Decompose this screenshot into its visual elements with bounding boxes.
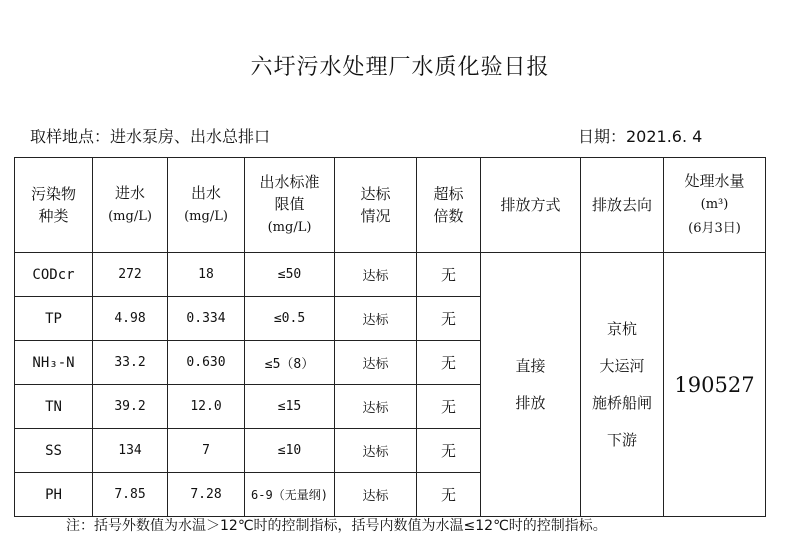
header-limit: 出水标准 限值 (mg/L) xyxy=(245,158,335,253)
discharge-method-cell: 直接 排放 xyxy=(481,253,581,517)
limit-cell: ≤0.5 xyxy=(245,297,335,341)
pollutant-cell: PH xyxy=(15,473,93,517)
status-cell: 达标 xyxy=(335,429,417,473)
effluent-cell: 18 xyxy=(168,253,245,297)
effluent-cell: 0.334 xyxy=(168,297,245,341)
influent-cell: 39.2 xyxy=(93,385,168,429)
status-cell: 达标 xyxy=(335,385,417,429)
pollutant-cell: CODcr xyxy=(15,253,93,297)
sampling-location: 取样地点：进水泵房、出水总排口 xyxy=(30,127,271,146)
discharge-destination-cell: 京杭 大运河 施桥船闸 下游 xyxy=(581,253,664,517)
effluent-cell: 7.28 xyxy=(168,473,245,517)
exceed-times-cell: 无 xyxy=(417,473,481,517)
effluent-cell: 7 xyxy=(168,429,245,473)
exceed-times-cell: 无 xyxy=(417,385,481,429)
effluent-cell: 12.0 xyxy=(168,385,245,429)
exceed-times-cell: 无 xyxy=(417,429,481,473)
treated-volume-cell: 190527 xyxy=(664,253,766,517)
pollutant-cell: TN xyxy=(15,385,93,429)
report-title: 六圩污水处理厂水质化验日报 xyxy=(250,55,550,80)
water-quality-table xyxy=(14,157,766,517)
footnote: 注：括号外数值为水温＞12℃时的控制指标，括号内数值为水温≤12℃时的控制指标。 xyxy=(66,518,607,534)
influent-cell: 33.2 xyxy=(93,341,168,385)
status-cell: 达标 xyxy=(335,297,417,341)
influent-cell: 4.98 xyxy=(93,297,168,341)
header-compliance: 达标 情况 xyxy=(335,158,417,253)
header-discharge-method: 排放方式 xyxy=(481,158,581,253)
report-date: 日期：2021.6. 4 xyxy=(578,127,703,146)
header-influent: 进水 (mg/L) xyxy=(93,158,168,253)
header-pollutant: 污染物 种类 xyxy=(15,158,93,253)
status-cell: 达标 xyxy=(335,341,417,385)
status-cell: 达标 xyxy=(335,473,417,517)
pollutant-cell: NH₃-N xyxy=(15,341,93,385)
exceed-times-cell: 无 xyxy=(417,253,481,297)
influent-cell: 272 xyxy=(93,253,168,297)
exceed-times-cell: 无 xyxy=(417,341,481,385)
limit-cell: ≤5（8） xyxy=(245,341,335,385)
header-volume: 处理水量 (m³) (6月3日) xyxy=(664,158,766,253)
influent-cell: 134 xyxy=(93,429,168,473)
header-effluent: 出水 (mg/L) xyxy=(168,158,245,253)
exceed-times-cell: 无 xyxy=(417,297,481,341)
pollutant-cell: SS xyxy=(15,429,93,473)
limit-cell: ≤10 xyxy=(245,429,335,473)
limit-cell: 6-9（无量纲) xyxy=(245,473,335,517)
effluent-cell: 0.630 xyxy=(168,341,245,385)
limit-cell: ≤15 xyxy=(245,385,335,429)
influent-cell: 7.85 xyxy=(93,473,168,517)
table-row xyxy=(15,253,766,297)
limit-cell: ≤50 xyxy=(245,253,335,297)
table-header-row xyxy=(15,158,766,253)
status-cell: 达标 xyxy=(335,253,417,297)
header-discharge-destination: 排放去向 xyxy=(581,158,664,253)
pollutant-cell: TP xyxy=(15,297,93,341)
header-exceed-times: 超标 倍数 xyxy=(417,158,481,253)
